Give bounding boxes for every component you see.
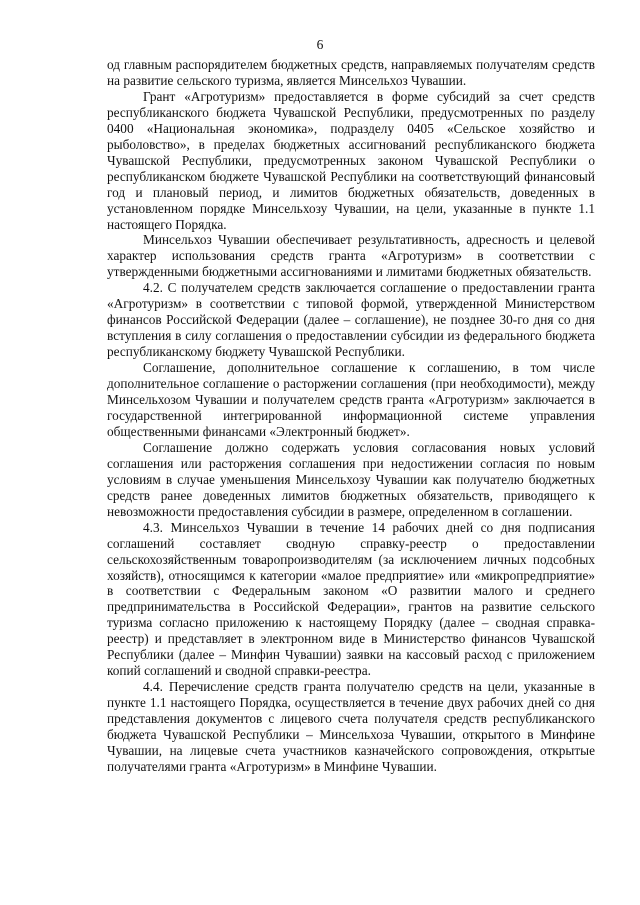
paragraph-section-4-4: 4.4. Перечисление средств гранта получателю средств на цели, указанные в пункте 1.1 настоящего Порядка, осуществляется в течение двух рабочих дней со дня представления документов с лицевого счета получателя средств республиканского бюджета Чувашской Республики – Минсельхоза Чувашии, открытого в Минфине Чувашии, на лицевые счета участников казначейского сопровождения, открытые получателями гранта «Агротуризм» в Минфине Чувашии. <box>107 679 595 774</box>
document-body <box>107 57 595 775</box>
page-number: 6 <box>316 37 324 52</box>
paragraph-continuation: од главным распорядителем бюджетных средств, направляемых получателям средств на развитие сельского туризма, является Минсельхоз Чувашии. <box>107 57 595 88</box>
paragraph-grant-funding-source: Грант «Агротуризм» предоставляется в форме субсидий за счет средств республиканского бюджета Чувашской Республики, предусмотренных по разделу 0400 «Национальная экономика», подразделу 0405 «Сельское хозяйство и рыболовство», в пределах бюджетных ассигнований республиканского бюджета Чувашской Республики, предусмотренных законом Чувашской Республики о республиканском бюджете Чувашской Республики на соответствующий финансовый год и плановый период, и лимитов бюджетных обязательств, доведенных в установленном порядке Минсельхозу Чувашии, на цели, указанные в пункте 1.1 настоящего Порядка. <box>107 88 595 232</box>
paragraph-ministry-responsibility: Минсельхоз Чувашии обеспечивает результативность, адресность и целевой характер использования средств гранта «Агротуризм» в соответствии с утвержденными бюджетными ассигнованиями и лимитами бюджетных обязательств. <box>107 232 595 280</box>
paragraph-agreement-system: Соглашение, дополнительное соглашение к соглашению, в том числе дополнительное соглашение о расторжении соглашения (при необходимости), между Минсельхозом Чувашии и получателем средств гранта «Агротуризм» заключается в государственной интегрированной информационной системе управления общественными финансами «Электронный бюджет». <box>107 360 595 439</box>
paragraph-section-4-2: 4.2. С получателем средств заключается соглашение о предоставлении гранта «Агротуризм» в соответствии с типовой формой, утвержденной Министерством финансов Российской Федерации (далее – соглашение), не позднее 30-го дня со дня вступления в силу соглашения о предоставлении субсидии из федерального бюджета республиканскому бюджету Чувашской Республики. <box>107 280 595 360</box>
paragraph-agreement-conditions: Соглашение должно содержать условия согласования новых условий соглашения или расторжения соглашения при недостижении согласия по новым условиям в случае уменьшения Минсельхозу Чувашии как получателю бюджетных средств ранее доведенных лимитов бюджетных обязательств, приводящего к невозможности предоставления субсидии в размере, определенном в соглашении. <box>107 439 595 519</box>
paragraph-section-4-3: 4.3. Минсельхоз Чувашии в течение 14 рабочих дней со дня подписания соглашений составляет сводную справку-реестр о предоставлении сельскохозяйственным товаропроизводителям (за исключением личных подсобных хозяйств), относящимся к категории «малое предприятие» или «микропредприятие» в соответствии с Федеральным законом «О развитии малого и среднего предпринимательства в Российской Федерации», грантов на развитие сельского туризма согласно приложению к настоящему Порядку (далее – сводная справка-реестр) и представляет в электронном виде в Министерство финансов Чувашской Республики (далее – Минфин Чувашии) заявки на кассовый расход с приложением копий соглашений и сводной справки-реестра. <box>107 519 595 679</box>
